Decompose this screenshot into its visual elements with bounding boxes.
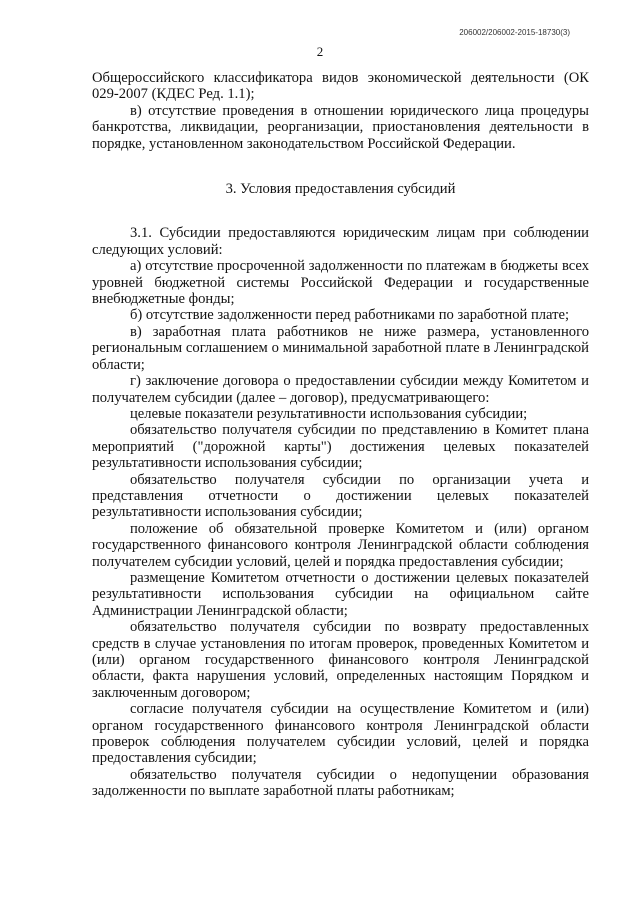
intro-paragraph-2: в) отсутствие проведения в отношении юридического лица процедуры банкротства, ликвидации, реорганизации, приостановления деятельности в порядке, установленном законодательством Российской Федерации. [92, 102, 589, 152]
condition-d: г) заключение договора о предоставлении субсидии между Комитетом и получателем субсидии (далее – договор), предусматривающего: [92, 373, 589, 406]
intro-paragraph-1: Общероссийского классификатора видов экономической деятельности (ОК 029-2007 (КДЕС Ред. 1.1); [92, 70, 589, 103]
contract-item-3: обязательство получателя субсидии по организации учета и представления отчетности о достижении целевых показателей результативности использования субсидии; [92, 471, 589, 521]
contract-item-1: целевые показатели результативности использования субсидии; [130, 405, 528, 422]
paragraph-3-1: 3.1. Субсидии предоставляются юридическим лицам при соблюдении следующих условий: [92, 225, 589, 258]
contract-item-2: обязательство получателя субсидии по представлению в Комитет плана мероприятий ("дорожной карты") достижения целевых показателей результативности использования субсидии; [92, 422, 589, 472]
section-heading: 3. Условия предоставления субсидий [225, 181, 456, 198]
document-id: 206002/206002-2015-18730(3) [459, 28, 570, 37]
condition-c: в) заработная плата работников не ниже размера, установленного региональным соглашением о минимальной заработной плате в Ленинградской области; [92, 323, 589, 373]
contract-item-8: обязательство получателя субсидии о недопущении образования задолженности по выплате заработной платы работникам; [92, 766, 589, 800]
page-number: 2 [316, 44, 324, 59]
contract-item-7: согласие получателя субсидии на осуществление Комитетом и (или) органом государственного финансового контроля Ленинградской области проверок соблюдения получателем субсидии условий, целей и порядка предоставления субсидии; [92, 701, 589, 767]
condition-a: а) отсутствие просроченной задолженности по платежам в бюджеты всех уровней бюджетной системы Российской Федерации и государственные внебюджетные фонды; [92, 258, 589, 308]
contract-item-6: обязательство получателя субсидии по возврату предоставленных средств в случае установления по итогам проверок, проведенных Комитетом и (или) органом государственного финансового контроля Ленинградской области, факта нарушения условий, определенных настоящим Порядком и заключенным договором; [92, 619, 589, 701]
contract-item-5: размещение Комитетом отчетности о достижении целевых показателей результативности использования субсидии на официальном сайте Администрации Ленинградской области; [92, 569, 589, 619]
document-body [92, 70, 589, 800]
condition-b: б) отсутствие задолженности перед работниками по заработной плате; [130, 307, 570, 324]
contract-item-4: положение об обязательной проверке Комитетом и (или) органом государственного финансового контроля Ленинградской области соблюдения получателем субсидии условий, целей и порядка предоставления субсидии; [92, 520, 589, 570]
